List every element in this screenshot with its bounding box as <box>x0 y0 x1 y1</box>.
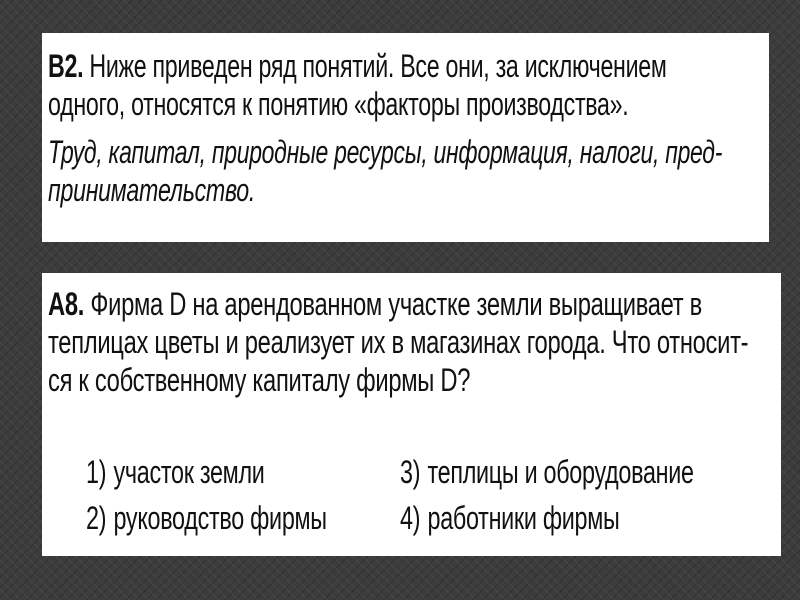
option-text: руководство фирмы <box>113 500 327 536</box>
answer-option-4 <box>400 499 619 537</box>
option-text: участок земли <box>113 454 265 490</box>
b2-line-2: одного, относятся к понятию «факторы производства». <box>48 86 629 122</box>
answer-option-3 <box>400 453 694 491</box>
question-a8-card <box>42 273 781 556</box>
answer-option-1 <box>86 453 265 491</box>
a8-label: A8. <box>48 286 85 322</box>
b2-label: B2. <box>48 48 84 84</box>
option-number: 4) <box>400 500 421 536</box>
answer-option-2 <box>86 499 327 537</box>
option-number: 1) <box>86 454 107 490</box>
option-text: работники фирмы <box>427 500 620 536</box>
option-number: 3) <box>400 454 421 490</box>
b2-line-3: Труд, капитал, природные ресурсы, информация, налоги, пред- <box>48 134 723 170</box>
a8-line-1 <box>48 285 703 323</box>
a8-line-1-text: Фирма D на арендованном участке земли выращивает в <box>90 286 703 322</box>
a8-line-2: теплицах цветы и реализует их в магазинах города. Что относит- <box>48 324 749 360</box>
b2-line-1 <box>48 47 667 85</box>
a8-line-3: ся к собственному капиталу фирмы D? <box>48 362 471 398</box>
question-b2-card <box>42 33 769 242</box>
b2-line-1-text: Ниже приведен ряд понятий. Все они, за исключением <box>89 48 667 84</box>
option-number: 2) <box>86 500 107 536</box>
option-text: теплицы и оборудование <box>427 454 694 490</box>
b2-line-4: принимательство. <box>48 172 256 208</box>
